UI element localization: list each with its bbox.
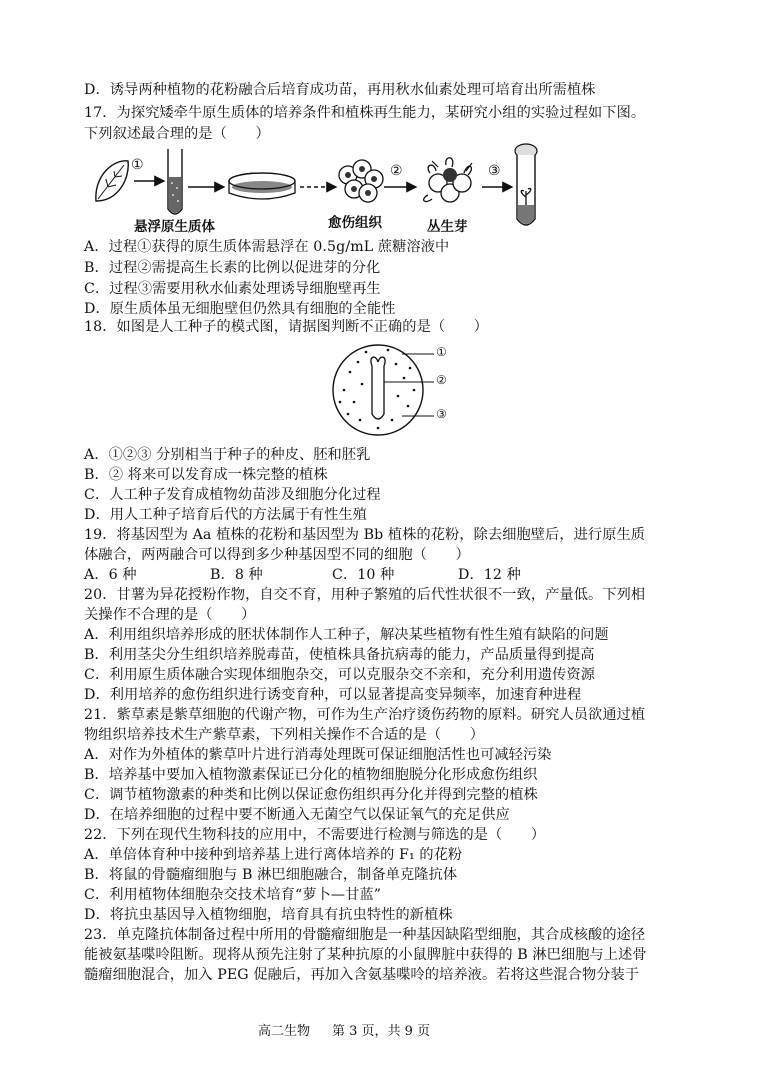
q23-stem-cont-1: 能被氨基喋呤阻断。现将从预先注射了某种抗原的小鼠脾脏中获得的 B 淋巴细胞与上述骨: [84, 947, 647, 963]
test-tube-icon: [168, 149, 182, 214]
q17-option-c: C．过程③需要用秋水仙素处理诱导细胞壁再生: [84, 281, 381, 297]
q19-option-c: C．10 种: [332, 567, 395, 583]
q20-option-b: B．利用茎尖分生组织培养脱毒苗，使植株具备抗病毒的能力，产品质量得到提高: [84, 647, 595, 663]
buds-label: 丛生芽: [427, 219, 468, 235]
q18-option-c: C．人工种子发育成植物幼苗涉及细胞分化过程: [84, 487, 381, 503]
protoplast-label: 悬浮原生质体: [134, 219, 215, 235]
q22-stem: 22．下列在现代生物科技的应用中，不需要进行检测与筛选的是（ ）: [84, 827, 546, 843]
q21-option-b: B．培养基中要加入植物激素保证已分化的植物细胞脱分化形成愈伤组织: [84, 767, 538, 783]
q19-stem: 19．将基因型为 Aa 植株的花粉和基因型为 Bb 植株的花粉，除去细胞壁后，进行原生质: [84, 527, 646, 543]
q22-option-d: D．将抗虫基因导入植物细胞，培育具有抗虫特性的新植株: [84, 907, 453, 923]
footer-subject: 高二生物: [258, 1024, 311, 1039]
q16-option-d: D．诱导两种植物的花粉融合后培育成功苗，再用秋水仙素处理可培育出所需植株: [84, 82, 596, 98]
q20-option-a: A．利用组织培养形成的胚状体制作人工种子，解决某些植物有性生殖有缺陷的问题: [84, 627, 609, 643]
callus-icon: [339, 160, 383, 202]
q18-stem: 18．如图是人工种子的模式图，请据图判断不正确的是（ ）: [84, 319, 489, 335]
step-1-label: ①: [131, 157, 144, 173]
q17-stem: 17．为探究矮牵牛原生质体的培养条件和植株再生能力，某研究小组的实验过程如下图。: [84, 105, 646, 121]
q19-option-a: A．6 种: [84, 567, 137, 583]
q17-option-d: D．原生质体虽无细胞壁但仍然具有细胞的全能性: [84, 301, 396, 317]
callus-label: 愈伤组织: [328, 215, 382, 231]
q21-option-c: C．调节植物激素的种类和比例以保证愈伤组织再分化并得到完整的植株: [84, 787, 538, 803]
q22-option-a: A．单倍体育种中接种到培养基上进行离体培养的 F₁ 的花粉: [84, 847, 463, 863]
q21-option-a: A．对作为外植体的紫草叶片进行消毒处理既可保证细胞活性也可减轻污染: [84, 747, 552, 763]
q23-stem-cont-2: 髓瘤细胞混合，加入 PEG 促融后，再加入含氨基喋呤的培养液。若将这些混合物分装于: [84, 967, 640, 983]
step-2-label: ②: [390, 163, 403, 179]
q17-stem-cont: 下列叙述最合理的是（ ）: [84, 126, 270, 142]
artificial-seed-figure: [330, 342, 460, 437]
q19-stem-cont: 体融合，两两融合可以得到多少种基因型不同的细胞（ ）: [84, 547, 470, 563]
q17-option-a: A．过程①获得的原生质体需悬浮在 0.5g/mL 蔗糖溶液中: [84, 239, 450, 255]
q17-option-b: B．过程②需提高生长素的比例以促进芽的分化: [84, 260, 381, 276]
q20-option-c: C．利用原生质体融合实现体细胞杂交，可以克服杂交不亲和，充分利用遗传资源: [84, 667, 596, 683]
q21-stem-cont: 物组织培养技术生产紫草素，下列相关操作不合适的是（ ）: [84, 727, 485, 743]
plantlet-tube-icon: [515, 144, 537, 225]
buds-icon: [424, 158, 472, 202]
footer-page-number: 第 3 页，共 9 页: [332, 1024, 431, 1039]
q18-option-b: B．② 将来可以发育成一株完整的植株: [84, 467, 328, 483]
leaf-icon: [96, 161, 128, 201]
q21-option-d: D．在培养细胞的过程中要不断通入无菌空气以保证氧气的充足供应: [84, 807, 510, 823]
q20-option-d: D．利用培养的愈伤组织进行诱变育种，可以显著提高变异频率，加速育种进程: [84, 687, 582, 703]
q22-option-b: B．将鼠的骨髓瘤细胞与 B 淋巴细胞融合，制备单克隆抗体: [84, 867, 458, 883]
q20-stem-cont: 关操作不合理的是（ ）: [84, 607, 256, 623]
q23-stem: 23．单克隆抗体制备过程中所用的骨髓瘤细胞是一种基因缺陷型细胞，其合成核酸的途径: [84, 927, 646, 943]
seed-part-3-label: ③: [436, 407, 447, 421]
q18-option-d: D．用人工种子培育后代的方法属于有性生殖: [84, 507, 367, 523]
q22-option-c: C．利用植物体细胞杂交技术培育“萝卜—甘蓝”: [84, 887, 382, 903]
page-footer: [258, 1020, 452, 1039]
petri-dish-icon: [229, 173, 295, 199]
step-3-label: ③: [488, 163, 501, 179]
q18-option-a: A．①②③ 分别相当于种子的种皮、胚和胚乳: [84, 447, 371, 463]
seed-part-2-label: ②: [436, 373, 447, 387]
q21-stem: 21．紫草素是紫草细胞的代谢产物，可作为生产治疗烫伤药物的原料。研究人员欲通过植: [84, 707, 646, 723]
q20-stem: 20．甘薯为异花授粉作物，自交不育，用种子繁殖的后代性状很不一致，产量低。下列相: [84, 587, 646, 603]
q19-option-d: D．12 种: [458, 567, 521, 583]
seed-part-1-label: ①: [436, 345, 447, 359]
q19-options: [84, 565, 521, 585]
q19-option-b: B．8 种: [210, 567, 263, 583]
protoplast-culture-figure: [84, 143, 604, 235]
